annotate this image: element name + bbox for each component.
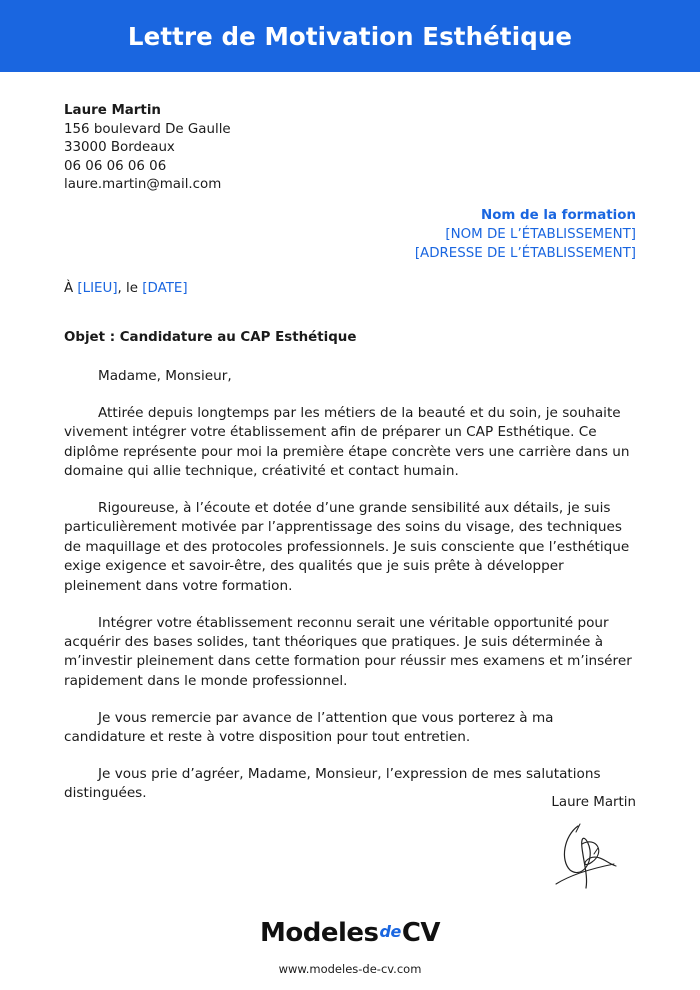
place-prefix: À (64, 281, 78, 296)
sender-name: Laure Martin (64, 103, 161, 118)
body-paragraph-1: Attirée depuis longtemps par les métiers de la beauté et du soin, je souhaite vivement intégrer votre établissement afin de préparer un CAP Esthétique. Ce diplôme représente pour moi la première étape concrète vers une carrière dans un domaine qui allie technique, créativité et contact humain. (64, 404, 630, 480)
sender-street: 156 boulevard De Gaulle (64, 121, 231, 137)
date-placeholder: [DATE] (142, 281, 188, 296)
logo-text-cv: CV (401, 918, 441, 948)
body-paragraph-4: Je vous remercie par avance de l’attention que vous porterez à ma candidature et reste à votre disposition pour tout entretien. (64, 709, 554, 746)
handwritten-signature-icon (552, 818, 632, 890)
header-banner (0, 0, 700, 72)
place-placeholder: [LIEU] (77, 281, 118, 296)
recipient-block (415, 206, 636, 263)
sender-city: 33000 Bordeaux (64, 140, 175, 156)
recipient-establishment-name: [NOM DE L’ÉTABLISSEMENT] (445, 227, 636, 242)
page-title: Lettre de Motivation Esthétique (127, 21, 573, 51)
sender-phone: 06 06 06 06 06 (64, 158, 167, 174)
sender-block (64, 102, 231, 195)
salutation: Madame, Monsieur, (98, 368, 232, 384)
body-paragraph-2: Rigoureuse, à l’écoute et dotée d’une grande sensibilité aux détails, je suis particulièrement motivée par l’apprentissage des soins du visage, des techniques de maquillage et des protocoles professionnels. Je suis consciente que l’esthétique exige exigence et savoir-être, des qualités que je suis prête à développer pleinement dans votre formation. (64, 500, 630, 594)
closing-paragraph: Je vous prie d’agréer, Madame, Monsieur, l’expression de mes salutations distinguées. (64, 766, 601, 802)
logo-text-modeles: Modeles (259, 918, 379, 948)
website-url[interactable]: www.modeles-de-cv.com (278, 962, 422, 976)
recipient-establishment-address: [ADRESSE DE L’ÉTABLISSEMENT] (414, 246, 636, 261)
recipient-formation: Nom de la formation (481, 208, 636, 223)
letter-body (64, 367, 636, 821)
signature-name: Laure Martin (551, 795, 636, 810)
place-date-line (64, 281, 188, 296)
sender-email: laure.martin@mail.com (64, 177, 222, 193)
body-paragraph-3: Intégrer votre établissement reconnu serait une véritable opportunité pour acquérir des bases solides, tant théoriques que pratiques. Je suis déterminée à m’investir pleinement dans cette formation pour réussir mes examens et m’insérer rapidement dans le monde professionnel. (64, 614, 632, 689)
logo-text-de: de (379, 922, 401, 941)
brand-logo (0, 918, 700, 948)
place-date-separator: , le (117, 281, 143, 296)
letter-object: Objet : Candidature au CAP Esthétique (64, 330, 357, 345)
